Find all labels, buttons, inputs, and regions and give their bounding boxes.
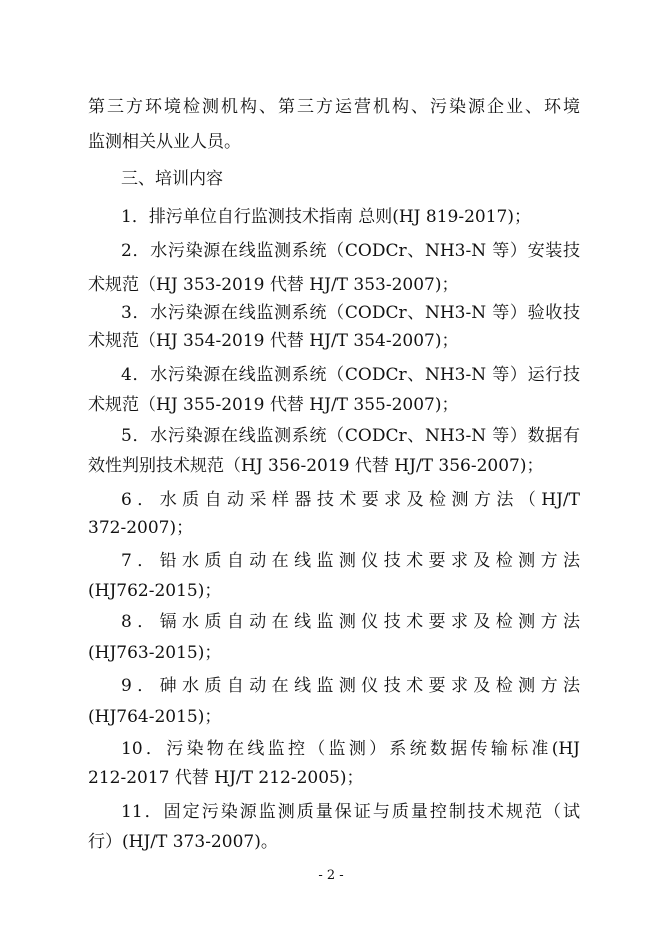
list-item-line-2: 术规范（HJ 353-2019 代替 HJ/T 353-2007)； [88, 275, 459, 295]
list-item [0, 360, 662, 390]
list-item [0, 236, 662, 266]
list-item [0, 546, 662, 576]
list-item-line-1: 9．砷水质自动在线监测仪技术要求及检测方法 [121, 676, 580, 696]
list-item-line-1: 11．固定污染源监测质量保证与质量控制技术规范（试 [121, 802, 580, 822]
list-item-line-2: 372-2007)； [88, 518, 194, 538]
list-item [0, 485, 662, 515]
list-item-continuation [0, 390, 662, 420]
list-item-line-2: 行）(HJ/T 373-2007)。 [88, 832, 278, 852]
list-item-line-2: (HJ763-2015)； [88, 643, 222, 663]
intro-text-1: 第三方环境检测机构、第三方运营机构、污染源企业、环境 [88, 97, 580, 117]
list-item-continuation [0, 451, 662, 481]
list-item-continuation [0, 513, 662, 543]
list-item-line-1: 5．水污染源在线监测系统（CODCr、NH3-N 等）数据有 [121, 426, 580, 446]
list-item-line-1: 4．水污染源在线监测系统（CODCr、NH3-N 等）运行技 [121, 365, 580, 385]
list-item-continuation [0, 702, 662, 732]
list-item-line-2: 212-2017 代替 HJ/T 212-2005)； [88, 768, 364, 788]
list-item-line-2: 术规范（HJ 354-2019 代替 HJ/T 354-2007)； [88, 331, 459, 351]
list-item [0, 298, 662, 328]
list-item [0, 797, 662, 827]
list-item-continuation [0, 576, 662, 606]
list-item-continuation [0, 827, 662, 857]
intro-line-2 [0, 127, 662, 157]
list-item-continuation [0, 326, 662, 356]
list-item [0, 607, 662, 637]
intro-text-2: 监测相关从业人员。 [88, 132, 241, 152]
list-item-line-1: 1．排污单位自行监测技术指南 总则(HJ 819-2017)； [121, 207, 531, 227]
list-item [0, 671, 662, 701]
list-item-continuation [0, 270, 662, 300]
list-item-line-2: 效性判别技术规范（HJ 356-2019 代替 HJ/T 356-2007)； [88, 456, 544, 476]
list-item-line-1: 2．水污染源在线监测系统（CODCr、NH3-N 等）安装技 [121, 241, 580, 261]
list-item-continuation [0, 763, 662, 793]
list-item [0, 734, 662, 764]
page-number: - 2 - [318, 868, 344, 883]
list-item [0, 202, 662, 232]
list-item-line-2: 术规范（HJ 355-2019 代替 HJ/T 355-2007)； [88, 395, 459, 415]
list-item [0, 421, 662, 451]
list-item-line-1: 3．水污染源在线监测系统（CODCr、NH3-N 等）验收技 [121, 303, 580, 323]
list-item-continuation [0, 638, 662, 668]
section-heading [0, 164, 662, 194]
list-item-line-1: 8．镉水质自动在线监测仪技术要求及检测方法 [121, 612, 580, 632]
list-item-line-1: 6．水质自动采样器技术要求及检测方法（HJ/T [121, 490, 580, 510]
intro-line-1 [0, 92, 662, 122]
list-item-line-1: 10．污染物在线监控（监测）系统数据传输标准(HJ [121, 739, 580, 759]
section-heading-text: 三、培训内容 [121, 169, 223, 189]
list-item-line-1: 7．铅水质自动在线监测仪技术要求及检测方法 [121, 551, 580, 571]
list-item-line-2: (HJ762-2015)； [88, 581, 222, 601]
list-item-line-2: (HJ764-2015)； [88, 707, 222, 727]
